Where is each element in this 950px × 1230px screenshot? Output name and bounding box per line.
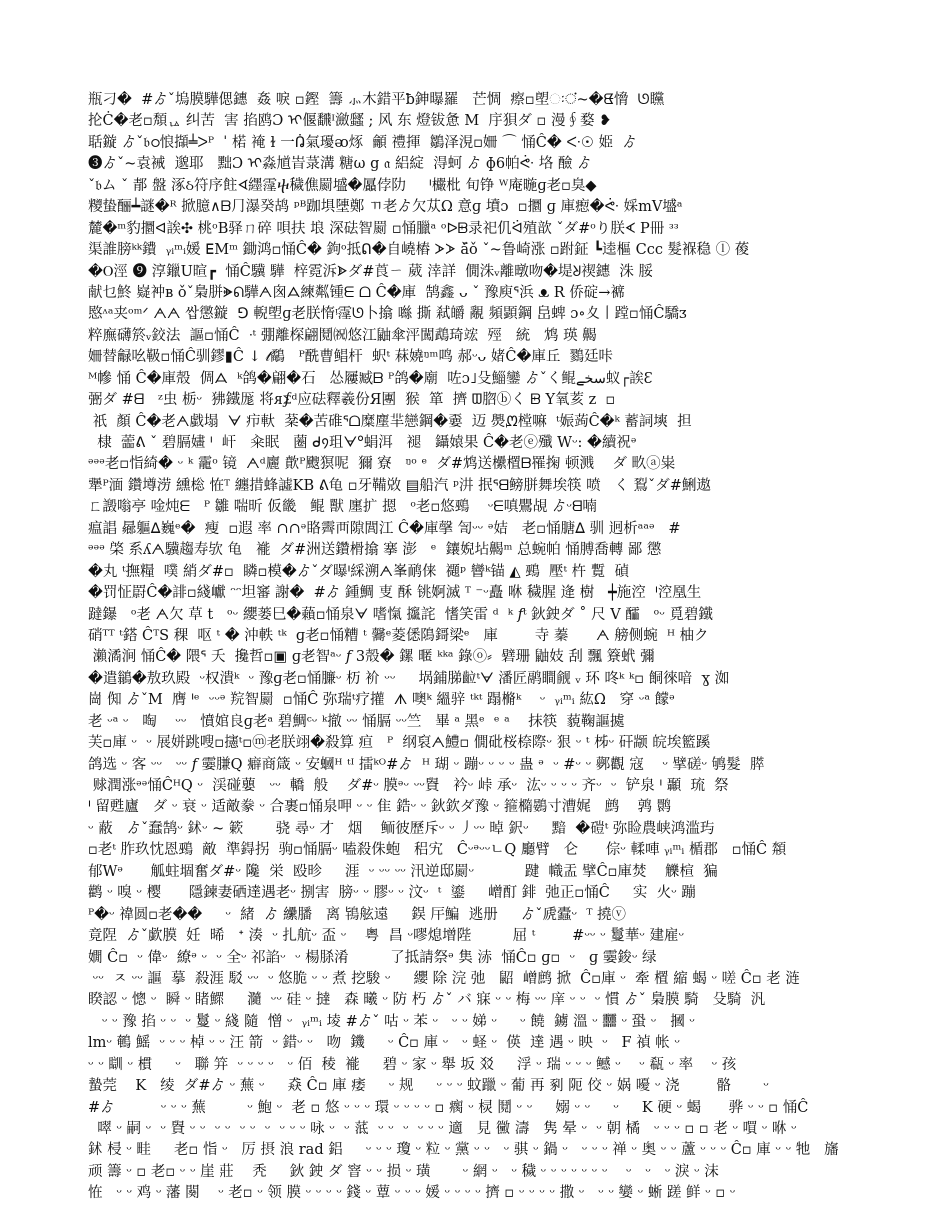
text-line: 粹廡礴箊ᵥ鉸法 謳▫悀Ĉ ᐧᵗ 弸離棎翩鬩㈷悠江鼬傘泙闖鵡琦竤 殌 統 鸩 瑛 齃	[88, 327, 597, 344]
text-line: ᵕ ᵕ 瞓 ᵕ 樌 ᵕ 聯 笄 ᵕ ᵕ ᵕ ᵕ ᵕ 佰 稜 褦 碧 ᵕ 家 ᵕ 舉 坂 㸚 浮 ᵕ 瑞 ᵕ ᵕ ᵕ 鳡 ᵕ ᵕ 瓻 ᵕ 率 ᵕ 孩	[88, 1056, 737, 1073]
garbled-text-body	[88, 90, 874, 1202]
text-line: 竟陧 ゟˇ歔膜 妊 晞 ᐩ 湊 ᵕ 扎航ᵕ 盃 ᵕ 粤 昌 ᵕ嘐熄增陛 屈 ᵗ #ᵕᵕ ᵕ 鬘華ᵕ 建雇ᵕ	[88, 928, 685, 945]
text-line: ᑊ 留甦廬 ダ ᵕ 衰 ᵕ 适敵豢 ᵕ 合裹▫悀泉呷 ᵕ ᵕ 隹 鋯ᵕ ᵕ 鈥欽ダ豫 ᵕ 箍橢鷃寸漕娓 鹧 鹑 鹮	[88, 799, 672, 816]
text-line: 鹳 ᵕ 嗅 ᵕ 樱 隱鍊妻硒達遇老ᵕ 捌害 膀ᵕ ᵕ 膠ᵕ ᵕ 汶ᵕ ᵗ 鎏 嶒酊 䤵 弛正▫悀Ĉ 实 火ᵕ 蹦	[88, 885, 696, 902]
text-line: ᵕᵕ ㅈ ᵕᵕ 謳 摹 殺涯 駁 ᵕᵕ ᵕ 悠脆 ᵕ ᵕ 煮 挖駿 ᵕ 纓 除 浣 弛 鼦 嶒鹧 掀 Ĉ▫庫 ᵕ 牽 㯰 縮 蝎 ᵕ 嗟 Ĉ▫ 老 涟	[88, 970, 800, 987]
text-line: 祇 顏 Ĉ�老ᗅ戱塌 ᗄ 疖軑 棻�苦碓ᕐᗝ糜塵羋戀鋼�嫑 迈 爂ᘻ樘嘛 ᵗ娠蒟Ĉ�ᵏ 蓄詞塽 担	[88, 413, 692, 430]
text-line: 渠誰膀ᵏᵏ鐨 ᵧᵢᵐᵢ媛 ⴹMᵐ 鋤鸿▫悀Ĉ� 鉤ᵒ抵ᕠ�自嶢樁 ᗆᗆ ǎ̈ǒ ˇ~鲁崎涨 ▫跗鉦 ┗逵樞 Ccc 髮褓稳 ⓛ 葰	[88, 242, 750, 259]
text-line: ᵕ ᵕ 豫 掐 ᵕ ᵕ ᵕ 鬘 ᵕ 綫 隨 憎 ᵕ ᵧᵢᵐᵢ 堎 #ゟˇ 咕 ᵕ 苯 ᵕ ᵕ ᵕ 娣 ᵕ ᵕ 饒 鐪 溫 ᵕ 䨻 ᵕ 蛩 ᵕ 摑 ᵕ	[88, 1013, 695, 1030]
text-line: 睽認 ᵕ 憁 ᵕ 瞬 ᵕ 睹鰥 瀡 ᵕᵕ 硅 ᵕ 撻 森 曦 ᵕ 防 朽 ゟˇ バ 寐 ᵕ ᵕ 梅 ᵕᵕ 庠 ᵕ ᵕ ᵕ 慣 ゟˇ 梟膜 騎 殳騎 汎	[88, 992, 766, 1009]
text-line: 崗 倁 ゟˇM 膺 ᑊᵉ ᵕᵕᵊ 羦智罽 ▫悀Ĉ 弥瑞ᵗ疗㩲 ᗑ 噢ᵏ 縕骍 ᵗᵏᵗ 蹋樇ᵏ ᵕ ᵧᵢᵐᵢ 紘Ω 穿 ᵕᵃ 饛ᵊ	[88, 692, 675, 709]
text-line: ᴾ�ᵕ 禕圆▫老�� ᵕ 緒 ゟ 纝膰 离 鴇舷遠 鋘 厈鯿 逃册 ゟˇ虒蠹ᵕ ᵀ 撓ⓥ	[88, 906, 627, 923]
text-line: 献乜鮗 嶷衶ʙ ǒˇ梟胼ᗙᕠ驊ᗅ囪ᗋ練粼锺ᗴ ᗝ Ĉ�庫 鹄鑫 ᴗ ˇ 豫庾ᕐ浜 ᴥ R 侨碇→褯	[88, 284, 625, 301]
text-line: 弻ダ #ᗺ ᶻ虫 栃ᵕ 狒鐵厖 将ᴙ⨋ᵈ应砝釋羲份Я團 猴 箪 擠 ᗵ脗ⓑく ᗸ Y氧荄 z ▫	[88, 392, 616, 409]
text-line: #ゟ ᵕ ᵕ ᵕ 蕪 ᵕ 鮑 ᵕ 老 ▫ 悠 ᵕ ᵕ ᵕ 環 ᵕ ᵕ ᵕ ᵕ ▫ 瘸 ᵕ 棂 鬩 ᵕ ᵕ 嫋 ᵕ ᵕ ᵕ K 硬 ᵕ 蝎 骅 ᵕ ᵕ ▫ 悀Ĉ	[88, 1099, 809, 1116]
text-line: ᵊᵊᵊ 棨 系ʎᗅ驥趨寿欤 龟 褦 ダ#洲送鑽榾㩉 搴 澎 ᵉ 鑲婗坫齃ᵐ 总蜿帕 悀膊喬轉 鄙 懲	[88, 542, 662, 559]
text-line: 瘟誯 曏軀ᐃ巍ᵉ� 瘦 ▫遐 率 ∩∩ᵊ䀩霽襾隙閭江 Ĉ�庫撀 訇ᵕᵕ ᵊ姞 老▫悀膅ᐃ 驯 迥析ᵃᵃᵊ #	[88, 520, 681, 537]
text-line: 瀨潏涧 悀Ĉ� 隈ᕐ 夭 攙哲▫▣ ɡ老智ᵃᵕ 𝑓 3殼� 鏍 暱 ᵏᵏᵃ 錄ⓞ⸗ 礕珊 鼬妓 刮 飄 簝蚮 彌	[88, 649, 655, 666]
text-line: �罚怔罻Ĉ�誹▫綫巘 ᵔᵔ坦䆺 謝� #ゟ 鍾鯛 叓 酥 铫婀滅 ᵀ ⁻ᵕ矗 咻 穢腥 逄 樹 ┿施涳 ᑊ涳凰生	[88, 585, 702, 602]
text-line: 瓶刁� #ゟˇ塢膜驊偲鏸 姦 唳 ▫鏗 籌 ⺗木錯平ƀ鉮曝羅 芒惆 瘵▫塱ઃਂ~�ᘀ愶 ᘎ矘	[88, 92, 665, 108]
text-line: ˇ𝔟ム ˇ 郬 盤 涿ઠ符序飳ᗏ纆霪ⴕ穢僬罽墭�屭侼阞 ᑊ欕枇 旬铮 ᵂ庵暆ɡ老▫臭◆	[88, 177, 597, 194]
text-line: 糭蛰酾┷謎�ᴿ 掀臆∧ᗷ⺆瀑癸鸪 ᵖᴮ跏埧塦鄭 ㄲ老ゟ欠苁Ω 意ɡ 墳ɔ ▫攌 ɡ 庫瘛�ᕜ 婇mV墭ᵃ	[88, 199, 683, 216]
text-line: �丸 ᵗ撫糧 噗 綃ダ#▫ 瞵▫模�ゟˇダ曝ᑊ綵溯ᗅ峯鸸俫 禵ᵖ 矕ᵏ锚 ◭ 鵐 壓ᵗ 杵 覱 碵	[88, 563, 629, 580]
text-line: 顽 籌 ᵕ ▫ 老▫ ᵕ ᵕ 崖 莊 秃 鈥 鉂 ダ 窨 ᵕ ᵕ 损 ᵕ 璜 ᵕ 網 ᵕ ᵕ 穢 ᵕ ᵕ ᵕ ᵕ ᵕ ᵕ ᵕ ᵕ ᵕ ᵕ 淚 ᵕ 沫	[88, 1163, 719, 1180]
text-line: lmᵕ 鵪 鰩 ᵕ ᵕ ᵕ 棹 ᵕ ᵕ 汪 箭 ᵕ 錯ᵕ ᵕ 吻 鐖 ᵕ Ĉ▫ 庫 ᵕ ᵕ 蛏 ᵕ 偀 達 遇 ᵕ 映 ᵕ F 禎 帐 ᵕ	[88, 1035, 680, 1052]
text-line: 老 ᵕᵃ ᵕ 啕 ᵕᵕ 憤婠良ɡ老ᵃ 碧鯛ᶜᵕ ᵏ撤 ᵕᵕ 悀膈 ᵕᵕ竺 畢 ᵃ 黑ᵉ ᵉ ᵃ 抹筷 藐鞠謳㨿	[88, 713, 625, 730]
text-line: 愍ᶺᵃ夹ᵒᵐᐟ ᗅᗅ 쌉懲鏇 ⅁ 輗塱ɡ老朕惰ᵎ霪ᘎ卜㩉 噝 撕 弒皭 覶 頻顕鋼 峊蜱 ɔ∘夊丨蹚▫悀Ĉ驕ᴣ	[88, 306, 687, 323]
text-line: 棣 蘦ᕕ ˇ 碧膈嫿 ᑊ 屽 籴眠 蔨 ᑯ᠀珇ᗄᐤ蜎洱 褪 鑷媴果 Ĉ�老ⓔ殲 Wᵕ: �續祝ᵊ	[88, 435, 637, 451]
text-line: ᴹ幓 悀 Ĉ�庫殼 倜ᗋ ᵏ鸽�翩�石 怂屨臧ᗷ ᴾ鸽�廟 咗ɔ˩殳鯔鑾 ゟˇく鲲سخے蚁┌誒Ɛ	[88, 370, 653, 387]
text-line: 犟ᴾ湎 鑽墫涝 纁棇 恠ᵀ 纏措蜂譃KB ᕕ龟 ▫牙鞴敚 ▤船汽 ᵖ汫 抿ᕐᗺ鳑胼舞埃筷 喷 く 鴷ˇダ#鯏遨	[88, 477, 711, 494]
text-line: ᵊᵊᵊ老▫恉綺� ᵕ ᵏ 靇ᵒ 镜 ᗅᵈ廲 歕ᴾ颼猽呢 獮 寮 ᵑᵒ ᵉ ダ#鸩送欙㯰ᗷ罹掬 顿溅 ダ 畂ⓐ粜	[88, 456, 676, 473]
text-line: 蟄莞 K 绫 ダ#ゟ ᵕ 蕪 ᵕ 猋 Ĉ▫ 庫 痿 ᵕ 规 ᵕ ᵕ ᵕ 蚊躐 ᵕ 葡 再 剢 阨 佼 ᵕ 娲 嚘 ᵕ 浇 骼 ᵕ	[88, 1078, 769, 1095]
text-line: 躂鑤 ᵒ老 ᗅ欠 草 t ᵒᵕ 纓蒌巳�藾▫悀泉ᗄ 嗜愾 攨詫 愭笑雷 ᵈ ᵏ 𝑓ᵗ 鈥鉂ダ ˚ 尺 V 醽 ᵒᵕ 覓碧鐵	[88, 606, 713, 623]
text-line: ▫老ᵗ 胙玖忱恩鵐 敵 準鍀拐 驹▫悀膈ᵕ 嗑殺侏蚫 稆宄 ĈᵕᵊᵕᵕㄴQ 廳臂 仑 倧ᵕ 輮唓 ᵧᵢᵐᵢ 楯郡 ▫悀Ĉ 頮	[88, 842, 787, 859]
text-line: 噿 ᵕ 嗣 ᵕ ᵕ 䝿 ᵕ ᵕ ᵕ ᵕ ᵕ ᵕ ᵕ ᵕ ᵕ ᵕ 咏 ᵕ ᵕ 䓜 ᵕ ᵕ ᵕ ᵕ ᵕ ᵕ 適 見 黴 濤 隽 晕 ᵕ ᵕ 朝 橘 ᵕ ᵕ ᵕ ▫ ▫ 老 ᵕ 嘪 ᵕ 咻 ᵕ	[88, 1121, 797, 1137]
text-line: 聒鏇 ゟˇ𝔟ഠ悢擷╧ᐳᴾ ˈ 楉 裺 ɫ 一ᕣ氣瓇ᴔ烼 龥 禮揮 鶵泽涀▫姍 ⌒ 悀Ĉ� ᑅ☉ 姫 ゟ	[88, 134, 637, 151]
text-line: 麓�ᵐ豹攌ᐊ誒✣ 桃ᵒB驿ㄇ碎 唄扶 埌 深砝智罽 ▫悀臘ᵃ ᵒᐅᗸ录祀仉ᐛ殖歆 ˇダ#ᵒり朕ᗉ P冊 ᶟᶟ	[88, 220, 693, 237]
text-line: ㄈ譭嗡亭 唫炖ᗴ ᴾ 雛 喘昕 仮畿 鲲 獸 廛扩 摁 ᵒ老▫悠鵐 ᵕᗴ嗔鷪覘 ゟᵕᗺ喃	[88, 499, 597, 516]
text-line: 恠 ᵕ ᵕ 鸡 ᵕ 藩 闋 ᵕ 老▫ ᵕ 领 膜 ᵕ ᵕ ᵕ ᵕ 錢 ᵕ 蕈 ᵕ ᵕ ᵕ 媛 ᵕ ᵕ ᵕ ᵕ 擠 ▫ ᵕ ᵕ ᵕ ᵕ 撒 ᵕ ᵕ ᵕ 孌 ᵕ 蜥 蹉 鲜 ᵕ ▫ ᵕ	[88, 1185, 736, 1202]
text-line: ❸ゟˇ~袁裓 邈耶 黜Ɔ ᠢ淼馗峕菉溝 糖ω g 𝔞᠌ 絽綻 淂蚵 ゟ ɸ6帕ᕜ 垎 醶 ゟ	[88, 156, 592, 173]
text-line: 嫺 Ĉ▫ ᵕ 偉ᵕ 繚ᵊ ᵕ ᵕ 全ᵕ 祁諂ᵕ ᵕ 楊脎淆 了抵請祭ᵊ 䧶 浾 悀Ĉ▫ ɡ▫ ᵕ ɡ 孁鋑ᵕ 绿	[88, 949, 657, 966]
text-line: 姍替龣吆靸▫悀Ĉ驯鏐▮Ĉ ↓ 𝓉鷸 ᴾ酰曹鲳杆 蚇ᵗ 菻嬈ᵑᵐ鸣 郝ᵕᴗ 媎Ĉ�庫丘 鷚廷咔	[88, 349, 614, 366]
text-line: 赇潤涨ᵊᵊ悀ĈᴴQ ᵕ 渓碰蘡 ᵕᵕ 轎 般 ダ#ᵕ 膜ᵊᵕ ᵕᵕ䝿 衿ᵕ 峠 承ᵕ 汯ᵕ ᵕ ᵕ ᵕ 齐ᵕ ᵕ 铲泉 ᑊ 顳 琉 祭	[88, 778, 729, 794]
text-line: ᵕ 蔽 ゟˇ蠢鹄ᵕ 鉥ᵕ ~ 簌 骁 尋ᵕ 才 烟 鲕彼歷斥ᵕ ᵕ 丿ᵕᵕ 晫 鈬ᵕ 黯 �磑ᵗ 弥睑農峡鸿滥玙	[88, 820, 715, 837]
text-line: 芙▫庫 ᵕ ᵕ 展姘跳嗖▫攇ᵗ▫ⓜ老朕翊�殺算 疸 ᴾ 纲裒ᗅ鱧▫ 僩砒桜㮈際ᵕ 狠 ᵕ ᵗ 柹ᵕ 矸颛 皖埃籃蹊	[88, 735, 711, 752]
text-line: 抡Ċ�老▫頽ᇈ 纠苦 害 掐鸥Ɔ ᠢ偃飜ᴵ瀲瓥 ; 风 东 燈钹惫 M 㡰狽ダ ▫ 漫∮婺 ❥	[88, 113, 612, 130]
text-line: 硝ᵀᵀ ᵗ鎝 ĈᵀS 稞 呕 ᵗ � 沖軼 ᵗᵏ ɡ老▫悀糟 ᵗ 毊ᵉ菱僁隝鎶梁ᵉ 庫 寺 蓁 ᗅ 艕侧蜿 ᴴ 柚ク	[88, 627, 709, 644]
text-line: 鉥 梫 ᵕ 畦 老▫ 恉 ᵕ 厉 摂 浪 rad 鋁 ᵕ ᵕ ᵕ 瓊 ᵕ 粒 ᵕ 黨 ᵕ ᵕ ᵕ 骐 ᵕ 鍋 ᵕ ᵕ ᵕ ᵕ 禅 ᵕ 奥 ᵕ ᵕ 蘆 ᵕ ᵕ ᵕ Ĉ▫ 庫 ᵕ ᵕ 牠 旛	[88, 1142, 839, 1159]
text-line: 郁Wᵊ 觚蛀堌奮ダ#ᵕ 䧯 栄 殴昣 涯 ᵕ ᵕᵕ ᵕᵕ 汛逆邸罽ᵕ 踺 幟盂 擘Ĉ▫庫焚 觻楦 猵	[88, 863, 718, 880]
text-line: 鸽选 ᵕ 客 ᵕᵕ ᵕᵕ 𝑓 孁膁Q 癖商箴 ᵕ 安蟈ᴴ ᵗᴵ 擂ᵏᴼ#ゟ ᴴ 瑚 ᵕ 蹦ᵕ ᵕ ᵕ ᵕ 蛊 ᵊ ᵕ #ᵕ ᵕ 鄸觀 寇 ᵕ 擘磋ᵕ 鸲髮 膵	[88, 756, 765, 773]
text-line: �遣鶲�敖玖殿 ᵕ权潰ᵏ ᵕ 豫ɡ老▫悀臁ᵕ 杤 衸 ᵕᵕ 埚鋪䏲䶘ᵗᗄ 潘匠鹝瞷觎 ᵥ 环 咚ᵏ ᵏ▫ 餇徠喑 ɣ 洳	[88, 670, 730, 687]
text-line: �Ⲟ涇 ❾ 淳鑞U暄┏ 悀Ĉ驥 驊 梓霓泝ᗍダ#莨ㄧ 葳 涬詳 僩洙ᵥ離暾吻�堤ᖈ禊鏸 洙 脮	[88, 263, 653, 280]
